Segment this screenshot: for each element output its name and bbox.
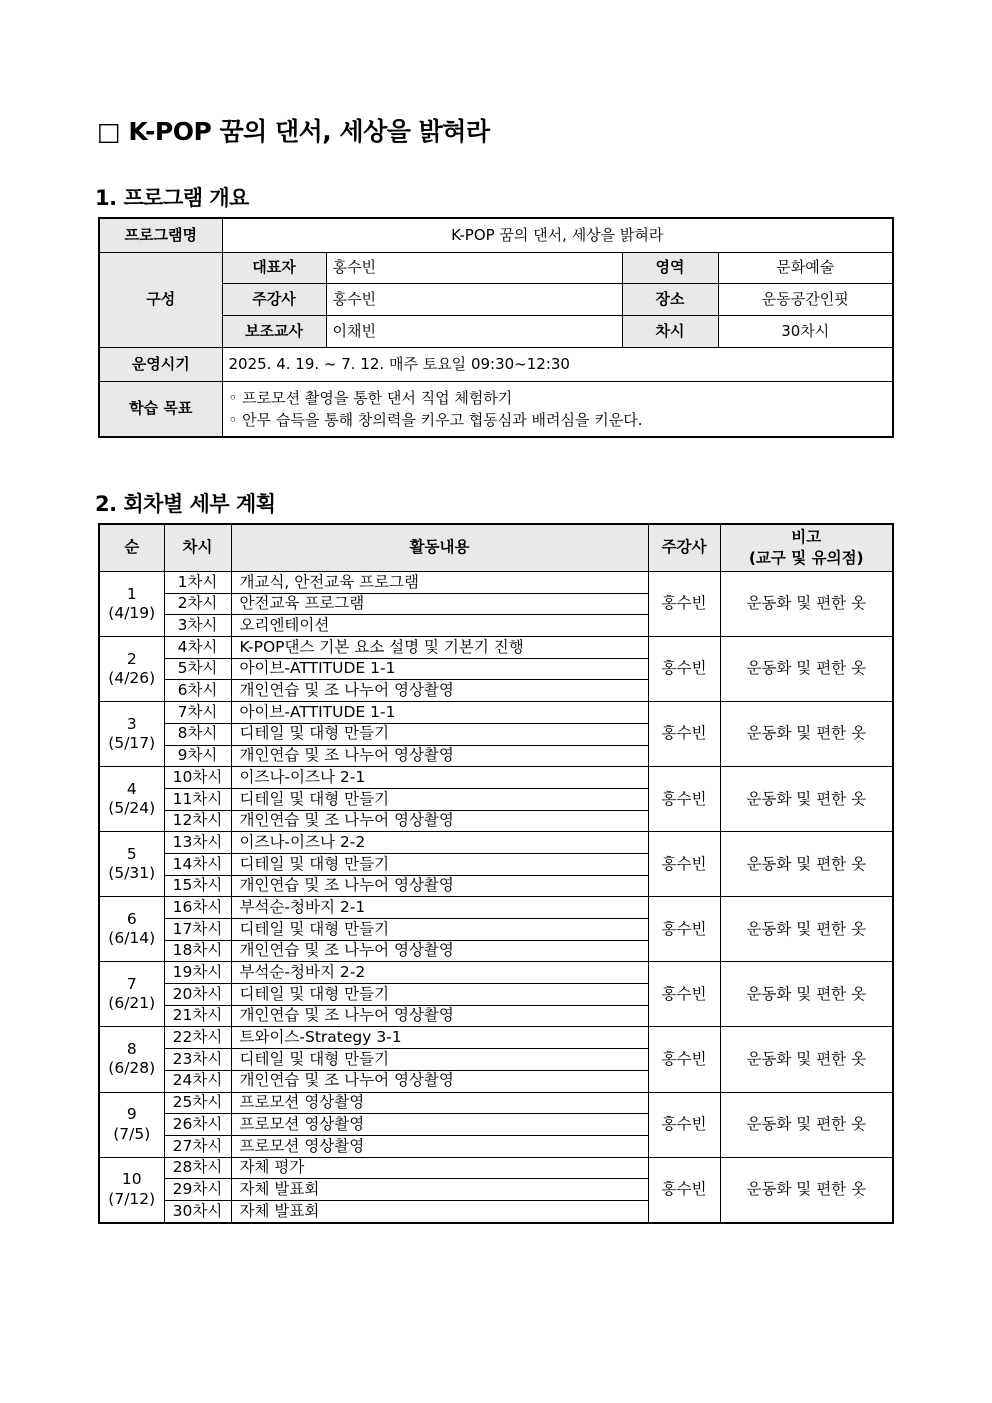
instructor-value: 홍수빈 — [326, 283, 622, 315]
activity-cell: 개인연습 및 조 나누어 영상촬영 — [231, 1070, 648, 1092]
activity-cell: 자체 발표회 — [231, 1200, 648, 1222]
sessions-value: 30차시 — [718, 315, 893, 347]
header-activity: 활동내용 — [231, 524, 648, 572]
page-title: □ K-POP 꿈의 댄서, 세상을 밝혀라 — [97, 117, 490, 146]
table-row — [99, 1157, 893, 1179]
note-cell: 운동화 및 편한 옷 — [720, 897, 893, 962]
activity-cell: 개교식, 안전교육 프로그램 — [231, 572, 648, 594]
session-cell: 21차시 — [164, 1005, 231, 1027]
round-number: 2 — [126, 649, 137, 668]
activity-cell: 부석순-청바지 2-2 — [231, 962, 648, 984]
table-row — [99, 572, 893, 594]
instructor-cell: 홍수빈 — [648, 832, 720, 897]
round-date: (7/12) — [108, 1189, 156, 1208]
goal-label: 학습 목표 — [99, 381, 222, 437]
note-cell: 운동화 및 편한 옷 — [720, 1092, 893, 1157]
round-date: (6/14) — [108, 929, 156, 948]
period-label: 운영시기 — [99, 347, 222, 381]
activity-cell: 부석순-청바지 2-1 — [231, 897, 648, 919]
session-cell: 16차시 — [164, 897, 231, 919]
session-cell: 29차시 — [164, 1179, 231, 1201]
program-name-label: 프로그램명 — [99, 218, 222, 252]
section-2-heading: 2. 회차별 세부 계획 — [95, 492, 276, 516]
activity-cell: 프로모션 영상촬영 — [231, 1135, 648, 1157]
instructor-label: 주강사 — [222, 283, 326, 315]
activity-cell: 이즈나-이즈나 2-2 — [231, 832, 648, 854]
round-date: (5/24) — [108, 799, 156, 818]
activity-cell: 디테일 및 대형 만들기 — [231, 919, 648, 941]
round-date: (5/31) — [108, 864, 156, 883]
section-1-heading: 1. 프로그램 개요 — [95, 186, 249, 210]
activity-cell: 자체 평가 — [231, 1157, 648, 1179]
activity-cell: 아이브-ATTITUDE 1-1 — [231, 702, 648, 724]
round-cell — [99, 767, 164, 832]
header-session: 차시 — [164, 524, 231, 572]
session-cell: 23차시 — [164, 1049, 231, 1071]
period-value: 2025. 4. 19. ~ 7. 12. 매주 토요일 09:30~12:30 — [222, 347, 893, 381]
round-date: (6/21) — [108, 994, 156, 1013]
header-note-line1: 비고 — [791, 528, 822, 546]
instructor-cell: 홍수빈 — [648, 897, 720, 962]
header-order: 순 — [99, 524, 164, 572]
session-cell: 17차시 — [164, 919, 231, 941]
round-cell — [99, 637, 164, 702]
activity-cell: 트와이스-Strategy 3-1 — [231, 1027, 648, 1049]
activity-cell: 개인연습 및 조 나누어 영상촬영 — [231, 940, 648, 962]
round-date: (5/17) — [108, 734, 156, 753]
instructor-cell: 홍수빈 — [648, 1027, 720, 1092]
table-row — [99, 637, 893, 659]
note-cell: 운동화 및 편한 옷 — [720, 962, 893, 1027]
session-cell: 1차시 — [164, 572, 231, 594]
round-number: 3 — [126, 714, 137, 733]
session-cell: 30차시 — [164, 1200, 231, 1222]
session-cell: 27차시 — [164, 1135, 231, 1157]
sessions-label: 차시 — [622, 315, 718, 347]
note-cell: 운동화 및 편한 옷 — [720, 637, 893, 702]
session-cell: 15차시 — [164, 875, 231, 897]
activity-cell: 안전교육 프로그램 — [231, 593, 648, 615]
session-cell: 5차시 — [164, 658, 231, 680]
activity-cell: 디테일 및 대형 만들기 — [231, 853, 648, 875]
round-date: (6/28) — [108, 1059, 156, 1078]
round-number: 7 — [126, 975, 137, 994]
instructor-cell: 홍수빈 — [648, 1157, 720, 1223]
header-instructor: 주강사 — [648, 524, 720, 572]
session-cell: 18차시 — [164, 940, 231, 962]
activity-cell: 아이브-ATTITUDE 1-1 — [231, 658, 648, 680]
table-row — [99, 1092, 893, 1114]
round-cell — [99, 572, 164, 637]
session-plan-table — [98, 523, 894, 1224]
rounds-body — [99, 572, 893, 1223]
activity-cell: 개인연습 및 조 나누어 영상촬영 — [231, 810, 648, 832]
round-number: 6 — [126, 909, 137, 928]
place-label: 장소 — [622, 283, 718, 315]
round-number: 4 — [126, 779, 137, 798]
note-cell: 운동화 및 편한 옷 — [720, 572, 893, 637]
activity-cell: 디테일 및 대형 만들기 — [231, 1049, 648, 1071]
activity-cell: K-POP댄스 기본 요소 설명 및 기본기 진행 — [231, 637, 648, 659]
round-cell — [99, 702, 164, 767]
round-cell — [99, 1027, 164, 1092]
round-date: (7/5) — [113, 1124, 151, 1143]
area-label: 영역 — [622, 252, 718, 283]
header-note-line2: (교구 및 유의점) — [748, 549, 864, 567]
round-date: (4/26) — [108, 669, 156, 688]
session-cell: 6차시 — [164, 680, 231, 702]
session-cell: 9차시 — [164, 745, 231, 767]
session-cell: 13차시 — [164, 832, 231, 854]
header-note — [720, 524, 893, 572]
note-cell: 운동화 및 편한 옷 — [720, 832, 893, 897]
instructor-cell: 홍수빈 — [648, 637, 720, 702]
activity-cell: 개인연습 및 조 나누어 영상촬영 — [231, 875, 648, 897]
session-cell: 20차시 — [164, 984, 231, 1006]
session-cell: 25차시 — [164, 1092, 231, 1114]
instructor-cell: 홍수빈 — [648, 1092, 720, 1157]
session-cell: 7차시 — [164, 702, 231, 724]
note-cell: 운동화 및 편한 옷 — [720, 767, 893, 832]
table-row — [99, 962, 893, 984]
session-cell: 19차시 — [164, 962, 231, 984]
round-cell — [99, 832, 164, 897]
activity-cell: 디테일 및 대형 만들기 — [231, 984, 648, 1006]
program-overview-table — [98, 217, 894, 438]
activity-cell: 오리엔테이션 — [231, 615, 648, 637]
activity-cell: 개인연습 및 조 나누어 영상촬영 — [231, 680, 648, 702]
composition-label: 구성 — [99, 252, 222, 347]
round-number: 5 — [126, 844, 137, 863]
note-cell: 운동화 및 편한 옷 — [720, 702, 893, 767]
rep-value: 홍수빈 — [326, 252, 622, 283]
table-row — [99, 832, 893, 854]
table-row — [99, 1027, 893, 1049]
round-cell — [99, 1157, 164, 1223]
table-row — [99, 702, 893, 724]
table-row — [99, 897, 893, 919]
round-number: 8 — [126, 1040, 137, 1059]
program-name-value: K-POP 꿈의 댄서, 세상을 밝혀라 — [222, 218, 893, 252]
round-date: (4/19) — [108, 604, 156, 623]
session-cell: 8차시 — [164, 723, 231, 745]
rep-label: 대표자 — [222, 252, 326, 283]
round-cell — [99, 897, 164, 962]
activity-cell: 자체 발표회 — [231, 1179, 648, 1201]
activity-cell: 이즈나-이즈나 2-1 — [231, 767, 648, 789]
session-cell: 4차시 — [164, 637, 231, 659]
round-number: 10 — [121, 1170, 142, 1189]
round-cell — [99, 1092, 164, 1157]
session-cell: 28차시 — [164, 1157, 231, 1179]
activity-cell: 개인연습 및 조 나누어 영상촬영 — [231, 745, 648, 767]
note-cell: 운동화 및 편한 옷 — [720, 1027, 893, 1092]
activity-cell: 프로모션 영상촬영 — [231, 1114, 648, 1136]
instructor-cell: 홍수빈 — [648, 962, 720, 1027]
area-value: 문화예술 — [718, 252, 893, 283]
session-cell: 10차시 — [164, 767, 231, 789]
instructor-cell: 홍수빈 — [648, 572, 720, 637]
session-cell: 2차시 — [164, 593, 231, 615]
session-cell: 24차시 — [164, 1070, 231, 1092]
assistant-label: 보조교사 — [222, 315, 326, 347]
place-value: 운동공간인핏 — [718, 283, 893, 315]
session-cell: 11차시 — [164, 788, 231, 810]
session-cell: 26차시 — [164, 1114, 231, 1136]
activity-cell: 프로모션 영상촬영 — [231, 1092, 648, 1114]
goal-value — [222, 381, 893, 437]
round-cell — [99, 962, 164, 1027]
activity-cell: 디테일 및 대형 만들기 — [231, 788, 648, 810]
session-cell: 3차시 — [164, 615, 231, 637]
instructor-cell: 홍수빈 — [648, 702, 720, 767]
assistant-value: 이채빈 — [326, 315, 622, 347]
note-cell: 운동화 및 편한 옷 — [720, 1157, 893, 1223]
table-row — [99, 767, 893, 789]
activity-cell: 디테일 및 대형 만들기 — [231, 723, 648, 745]
session-cell: 22차시 — [164, 1027, 231, 1049]
goal-line-1: ◦ 프로모션 촬영을 통한 댄서 직업 체험하기 — [228, 388, 513, 407]
activity-cell: 개인연습 및 조 나누어 영상촬영 — [231, 1005, 648, 1027]
goal-line-2: ◦ 안무 습득을 통해 창의력을 키우고 협동심과 배려심을 키운다. — [228, 410, 643, 429]
session-cell: 12차시 — [164, 810, 231, 832]
round-number: 1 — [126, 584, 137, 603]
session-cell: 14차시 — [164, 853, 231, 875]
round-number: 9 — [126, 1105, 137, 1124]
instructor-cell: 홍수빈 — [648, 767, 720, 832]
